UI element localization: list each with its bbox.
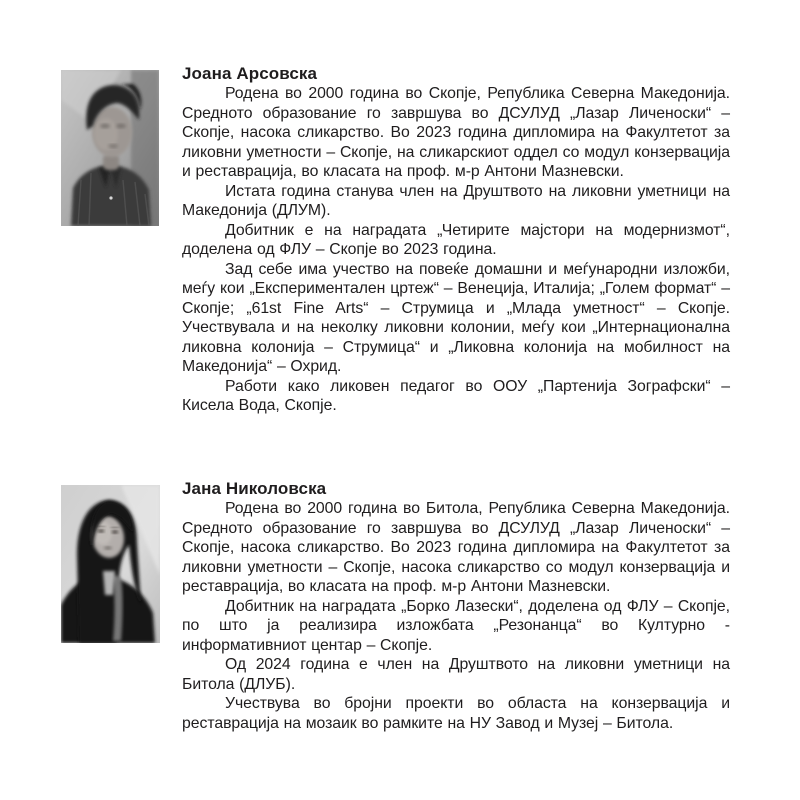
- artist-name-jana-nikolovska: Јана Николовска: [182, 479, 327, 498]
- portrait-illustration: [61, 485, 160, 643]
- bio-section-jana-nikolovska: [182, 479, 730, 733]
- bio-paragraph: Родена во 2000 година во Битола, Република Северна Македонија. Средното образование го завршува во ДСУЛУД „Лазар Личеноски“ – Скопје, насока сликарство. Во 2023 година дипломира на Факултетот за ликовни уметности – Скопје, насока сликарство со модул конзервација и реставрација, во класата на проф. м-р Антони Мазневски.: [182, 500, 730, 595]
- artist-name-joana-arsovska: Јоана Арсовска: [182, 64, 318, 83]
- bio-paragraph: Истата година станува член на Друштвото на ликовни уметници на Македонија (ДЛУМ).: [182, 182, 730, 219]
- bio-paragraph: Добитник на наградата „Борко Лазески“, доделена од ФЛУ – Скопје, по што ја реализира изложбата „Резонанца“ во Културно - информативниот центар – Скопје.: [182, 597, 730, 654]
- bio-paragraph: Родена во 2000 година во Скопје, Република Северна Македонија. Средното образование го завршува во ДСУЛУД „Лазар Личеноски“ – Скопје, насока сликарство. Во 2023 година дипломира на Факултетот за ликовни уметности – Скопје, на сликарскиот оддел со модул конзервација и реставрација, во класата на проф. м-р Антони Мазневски.: [182, 85, 730, 180]
- bio-section-joana-arsovska: [182, 64, 730, 416]
- bio-paragraph: Добитник е на наградата „Четирите мајстори на модернизмот“, доделена од ФЛУ – Скопје во 2023 година.: [182, 221, 730, 258]
- bio-paragraph: Од 2024 година е член на Друштвото на ликовни уметници на Битола (ДЛУБ).: [182, 656, 730, 693]
- bio-paragraph: Работи како ликовен педагог во ООУ „Партенија Зографски“ – Кисела Вода, Скопје.: [182, 377, 730, 414]
- portrait-illustration: [61, 70, 159, 226]
- bio-paragraph: Учествува во бројни проекти во областа на конзервација и реставрација на мозаик во рамките на НУ Завод и Музеј – Битола.: [182, 695, 730, 732]
- portrait-photo-joana-arsovska: [61, 70, 159, 226]
- portrait-photo-jana-nikolovska: [61, 485, 160, 643]
- bio-paragraph: Зад себе има учество на повеќе домашни и меѓународни изложби, меѓу кои „Експериментален цртеж“ – Венеција, Италија; „Голем формат“ – Скопје; „61st Fine Arts“ – Струмица и „Млада уметност“ – Скопје. Учествувала и на неколку ликовни колонии, меѓу кои „Интернационална ликовна колонија – Струмица“ и „Ликовна колонија на мобилност на Македонија“ – Охрид.: [182, 260, 730, 375]
